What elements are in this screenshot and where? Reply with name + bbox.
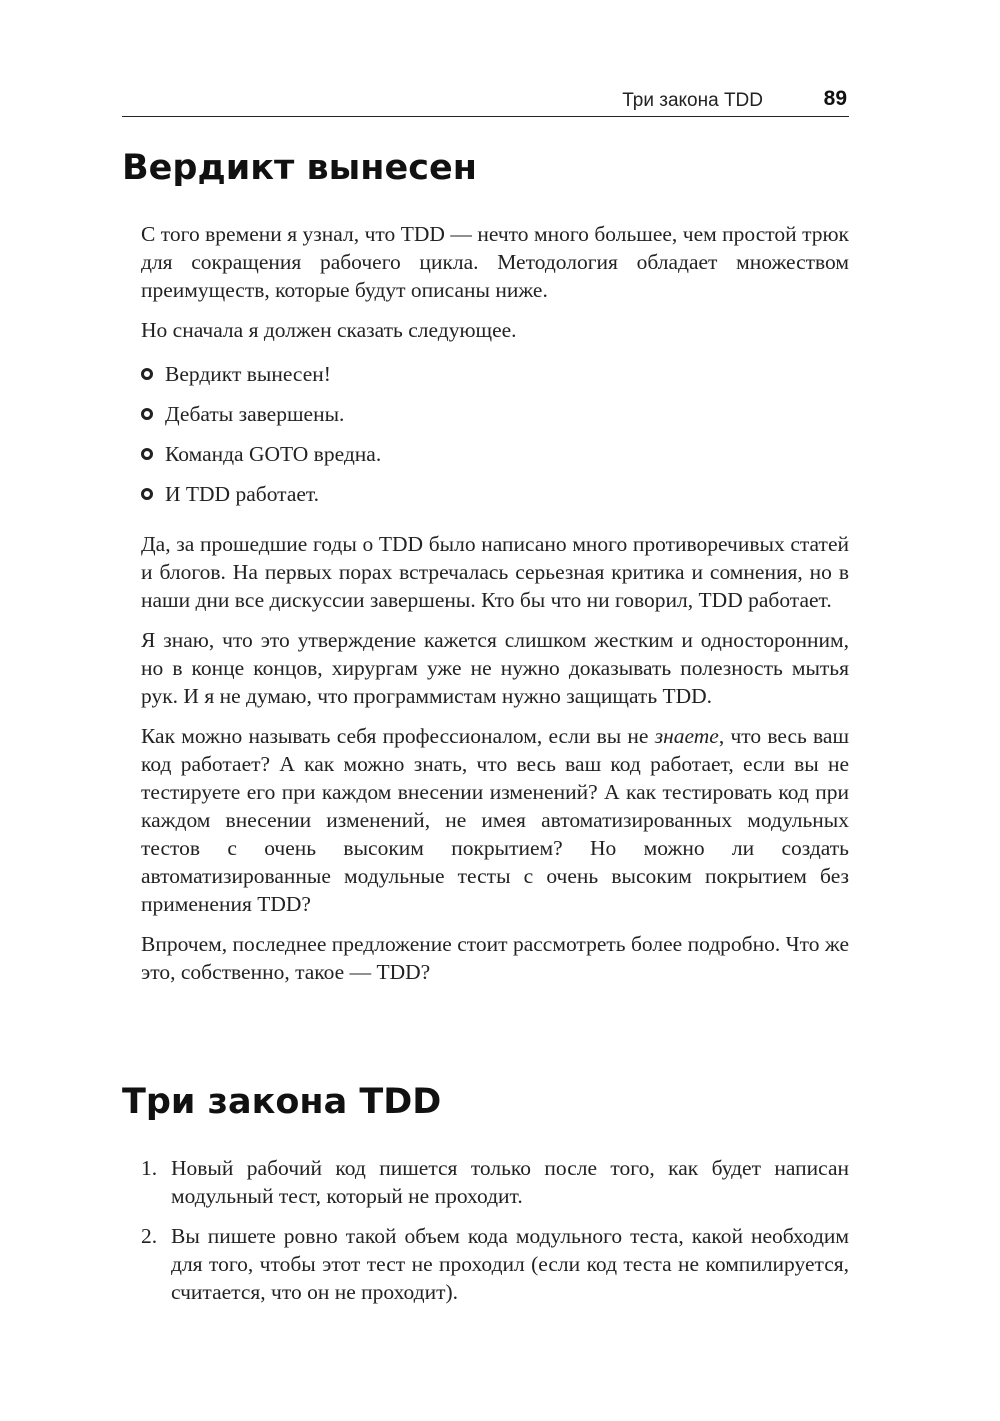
circle-bullet-icon xyxy=(141,408,153,420)
section-verdict-body xyxy=(141,220,849,998)
paragraph-2: Но сначала я должен сказать следующее. xyxy=(141,318,517,342)
item-text: Вы пишете ровно такой объем кода модульного теста, какой необходим для того, чтобы этот тест не проходил (если код теста не компилируется, считается, что он не проходит). xyxy=(171,1224,849,1304)
bullet-list xyxy=(141,360,849,508)
item-number: 2. xyxy=(141,1224,158,1248)
paragraph-4: Я знаю, что это утверждение кажется слишком жестким и односторонним, но в конце концов, хирургам уже не нужно доказывать полезность мытья рук. И я не думаю, что программистам нужно защищать TDD. xyxy=(141,628,849,708)
paragraph-5-end: , что весь ваш код работает? А как можно знать, что весь ваш код работает, если вы не тестируете его при каждом внесении изменений? А как тестировать код при каждом внесении изменений, не имея автоматизированных модульных тестов с очень высоким покрытием? Но можно ли создать автоматизированные модульные тесты с очень высоким покрытием без применения TDD? xyxy=(141,724,849,916)
paragraph-3: Да, за прошедшие годы о TDD было написано много противоречивых статей и блогов. На первых порах встречалась серьезная критика и сомнения, но в наши дни все дискуссии завершены. Кто бы что ни говорил, TDD работает. xyxy=(141,532,849,612)
circle-bullet-icon xyxy=(141,448,153,460)
circle-bullet-icon xyxy=(141,488,153,500)
paragraph-5 xyxy=(141,722,849,918)
list-item-text: Дебаты завершены. xyxy=(165,402,345,426)
paragraph-1: С того времени я узнал, что TDD — нечто много большее, чем простой трюк для сокращения рабочего цикла. Методология обладает множеством преимуществ, которые будут описаны ниже. xyxy=(141,222,849,302)
list-item xyxy=(141,400,849,428)
item-number: 1. xyxy=(141,1156,158,1180)
list-item-text: И TDD работает. xyxy=(165,482,320,506)
numbered-item xyxy=(141,1154,849,1210)
section-title-verdict: Вердикт вынесен xyxy=(122,148,477,188)
list-item-text: Команда GOTO вредна. xyxy=(165,442,382,466)
emphasis-text: знаете xyxy=(654,724,719,748)
section-title-three-laws: Три закона TDD xyxy=(122,1082,442,1122)
list-item xyxy=(141,440,849,468)
page-number: 89 xyxy=(823,87,847,110)
section-three-laws-body xyxy=(141,1154,849,1318)
list-item xyxy=(141,480,849,508)
circle-bullet-icon xyxy=(141,368,153,380)
item-text: Новый рабочий код пишется только после того, как будет написан модульный тест, который не проходит. xyxy=(171,1156,849,1208)
numbered-item xyxy=(141,1222,849,1306)
list-item-text: Вердикт вынесен! xyxy=(165,362,331,386)
numbered-list xyxy=(141,1154,849,1306)
list-item xyxy=(141,360,849,388)
paragraph-5-start: Как можно называть себя профессионалом, если вы не xyxy=(141,724,655,748)
running-header xyxy=(122,86,849,117)
paragraph-6: Впрочем, последнее предложение стоит рассмотреть более подробно. Что же это, собственно, такое — TDD? xyxy=(141,932,849,984)
running-title: Три закона TDD xyxy=(622,90,763,111)
